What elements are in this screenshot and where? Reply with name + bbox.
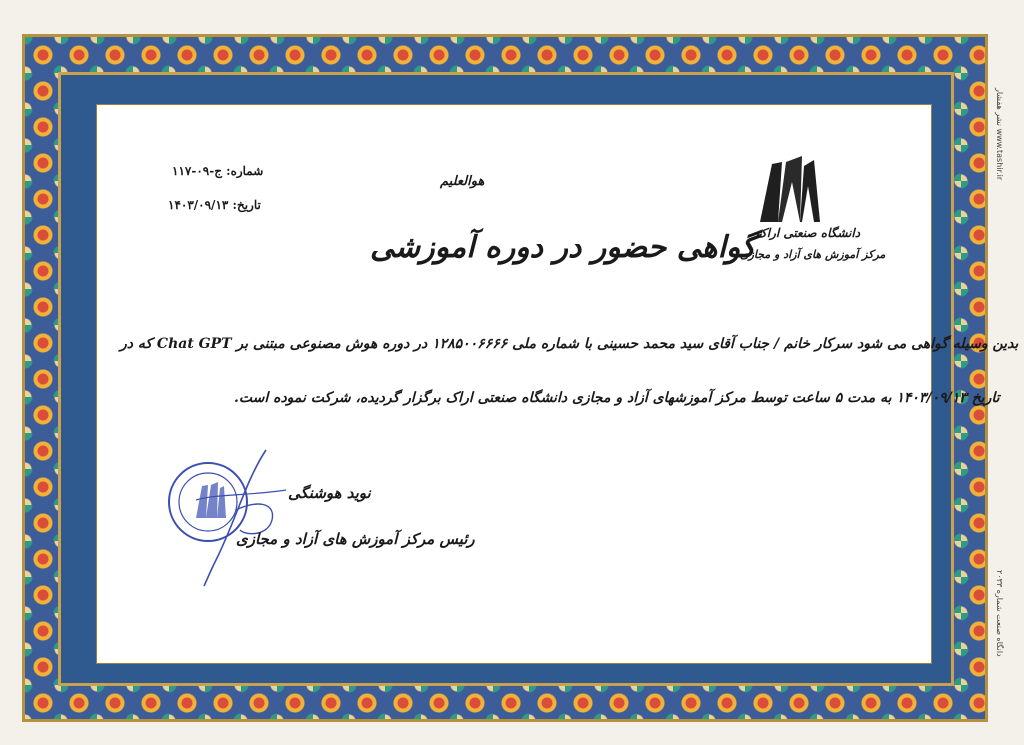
logo-center-name: مرکز آموزش های آزاد و مجازی [740, 248, 886, 261]
date-label: تاریخ: [232, 198, 261, 212]
logo-mark [748, 152, 848, 227]
signer-title: رئیس مرکز آموزش های آزاد و مجازی [236, 530, 475, 548]
certificate-number [172, 164, 263, 178]
certificate-title: گواهی حضور در دوره آموزشی [370, 230, 756, 265]
number-label: شماره: [226, 164, 264, 178]
date-value: ۱۴۰۳/۰۹/۱۳ [168, 198, 229, 212]
side-note-top: www.tashir.ir نشر هفشار [995, 88, 1004, 181]
university-logo-icon [748, 152, 848, 282]
certificate-date [168, 198, 261, 212]
handwritten-signature-icon [176, 440, 306, 590]
number-value: ج-۰۹-۱۱۷ [172, 164, 222, 178]
invocation-text: هوالعلیم [440, 174, 485, 189]
logo-university-name: دانشگاه صنعتی اراک [756, 226, 861, 240]
body-line-2: تاریخ ۱۴۰۳/۰۹/۱۳ به مدت ۵ ساعت توسط مرکز آموزشهای آزاد و مجازی دانشگاه صنعتی اراک برگزار گردیده، شرکت نموده است. [234, 390, 1000, 406]
signer-name: نوید هوشنگی [288, 484, 371, 502]
body-line-1: بدین وسیله گواهی می شود سرکار خانم / جناب آقای سید محمد حسینی با شماره ملی ۱۲۸۵۰۰۶۶۶۶ در دوره هوش مصنوعی مبتنی بر Chat GPT که در [120, 336, 1019, 352]
side-note-bottom: دانگاه صنعت شماره ۲۰۳۳ [995, 570, 1004, 657]
